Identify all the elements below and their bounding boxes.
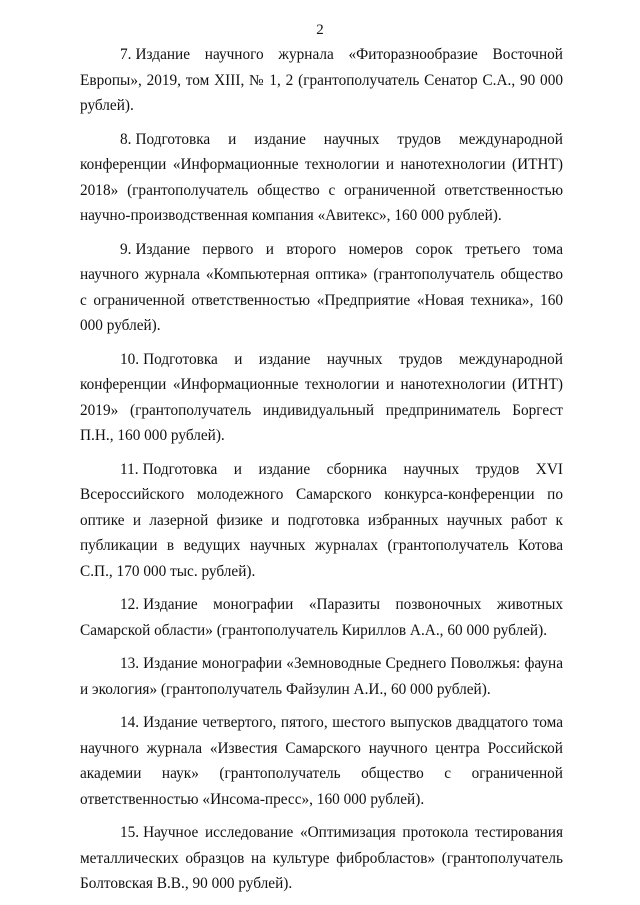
item-text: Подготовка и издание сборника научных трудов XVI Всероссийского молодежного Самарского конкурса-конференции по оптике и лазерной физике и подготовка избранных научных работ к публикации в ведущих научных журналах (грантополучатель Котова С.П., 170 000 тыс. рублей).	[80, 460, 563, 580]
document-body	[80, 42, 563, 905]
list-item	[80, 710, 563, 812]
item-text: Подготовка и издание научных трудов международной конференции «Информационные технологии и нанотехнологии (ИТНТ) 2019» (грантополучатель индивидуальный предприниматель Боргест П.Н., 160 000 рублей).	[80, 350, 563, 444]
list-item	[80, 127, 563, 229]
item-text: Издание первого и второго номеров сорок третьего тома научного журнала «Компьютерная оптика» (грантополучатель общество с ограниченной ответственностью «Предприятие «Новая техника», 160 000 рублей).	[80, 240, 563, 334]
item-number: 9.	[120, 240, 132, 258]
item-text: Научное исследование «Оптимизация протокола тестирования металлических образцов на культуре фибробластов» (грантополучатель Болтовская В.В., 90 000 рублей).	[80, 824, 563, 892]
item-number: 7.	[120, 46, 132, 63]
item-number: 11.	[120, 460, 139, 478]
item-text: Издание монографии «Земноводные Среднего Поволжья: фауна и экология» (грантополучатель Файзулин А.И., 60 000 рублей).	[80, 655, 563, 698]
list-item	[80, 820, 563, 897]
list-item	[80, 651, 563, 702]
item-text: Издание научного журнала «Фиторазнообразие Восточной Европы», 2019, том XIII, № 1, 2 (грантополучатель Сенатор С.А., 90 000 рублей).	[80, 46, 563, 114]
item-number: 14.	[120, 714, 140, 731]
list-item	[80, 592, 563, 643]
item-text: Подготовка и издание научных трудов международной конференции «Информационные технологии и нанотехнологии (ИТНТ) 2018» (грантополучатель общество с ограниченной ответственностью научно-производственная компания «Авитекс», 160 000 рублей).	[80, 130, 563, 224]
item-text: Издание монографии «Паразиты позвоночных животных Самарской области» (грантополучатель Кириллов А.А., 60 000 рублей).	[80, 596, 563, 639]
item-number: 12.	[120, 596, 140, 613]
item-number: 15.	[120, 824, 140, 841]
list-item	[80, 457, 563, 585]
page-number: 2	[316, 22, 324, 38]
list-item	[80, 237, 563, 339]
item-number: 8.	[120, 130, 132, 148]
list-item	[80, 347, 563, 449]
list-item	[80, 42, 563, 119]
item-number: 10.	[120, 350, 140, 368]
item-text: Издание четвертого, пятого, шестого выпусков двадцатого тома научного журнала «Известия Самарского научного центра Российской академии наук» (грантополучатель общество с ограниченной ответственностью «Инсома-пресс», 160 000 рублей).	[80, 714, 563, 808]
item-number: 13.	[120, 655, 140, 672]
